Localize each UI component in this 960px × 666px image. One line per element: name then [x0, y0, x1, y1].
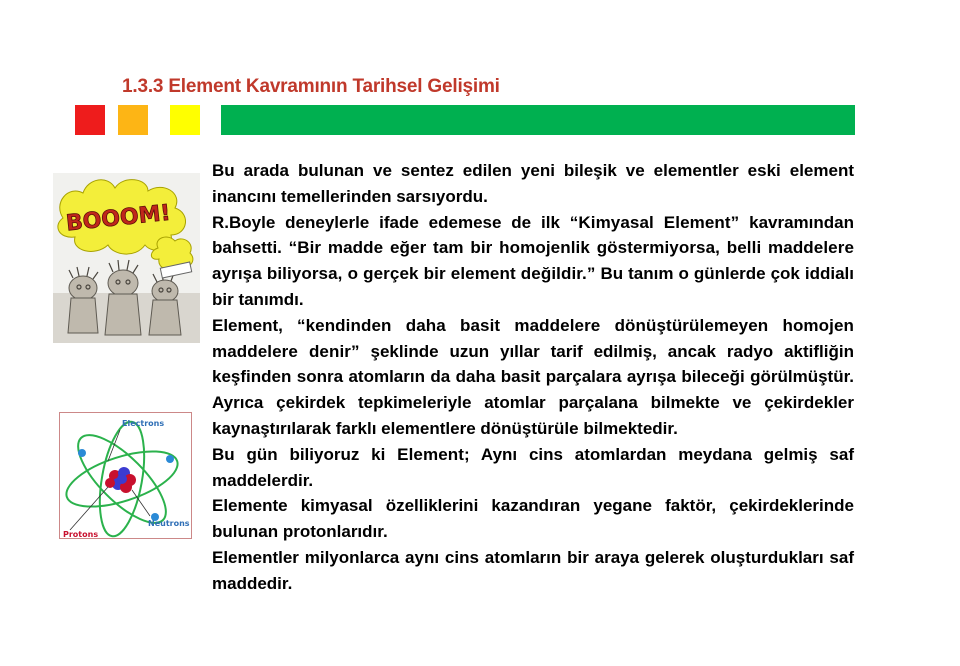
boyle-definition-quote: “Bir madde eğer tam bir homojenlik göstermiyorsa, belli maddelere ayrışa biliyorsa, o gerçek bir element değildir.”	[212, 238, 854, 284]
green-bar	[221, 105, 855, 135]
paragraph-6: Elementler milyonlarca aynı cins atomların bir araya gelerek oluşturdukları saf maddedir.	[212, 547, 854, 593]
element-term: Element;	[397, 444, 470, 464]
element-definition-quote: “kendinden daha basit maddelere dönüştürülemeyen homojen maddelere denir”	[212, 315, 854, 361]
paragraph-2	[212, 210, 854, 313]
element-intro: Element,	[212, 315, 297, 335]
paragraph-5: Elemente kimyasal özelliklerini kazandıran yegane faktör, çekirdeklerinde bulunan protonlarıdır.	[212, 496, 854, 542]
kimyasal-element-term: “Kimyasal Element”	[569, 212, 740, 232]
boyle-intro: R.Boyle deneylerle ifade edemese de ilk	[212, 212, 570, 232]
explosion-cartoon-icon	[53, 173, 200, 343]
today-intro: Bu gün biliyoruz ki	[212, 444, 398, 464]
atom-diagram-icon	[59, 412, 192, 539]
orange-square	[118, 105, 148, 135]
boyle-middle: kavramından bahsetti.	[212, 212, 854, 258]
red-square	[75, 105, 105, 135]
today-definition: Aynı cins atomlardan meydana gelmiş saf maddelerdir.	[212, 444, 854, 490]
cartoon-text: BOOOM!	[64, 200, 172, 237]
paragraph-1: Bu arada bulunan ve sentez edilen yeni bileşik ve elementler eski element inancını temellerinden sarsıyordu.	[212, 161, 854, 206]
paragraph-4	[212, 442, 854, 494]
paragraph-3	[212, 313, 854, 442]
boyle-conclusion: Bu tanım o günlerde çok iddialı bir tanımdı.	[212, 264, 854, 309]
element-explanation: şeklinde uzun yıllar tarif edilmiş, ancak radyo aktifliğin keşfinden sonra atomların da daha basit parçalara ayrışa bileceği görülmüştür. Ayrıca çekirdek tepkimeleriyle atomlar parçalana bilmekte ve çekirdekler kaynaştırılarak farklı elementlere dönüştürüle bilmektedir.	[212, 341, 854, 438]
main-text	[212, 158, 854, 597]
neutrons-label: Neutrons	[148, 519, 190, 528]
protons-label: Protons	[63, 530, 99, 538]
page-title: 1.3.3 Element Kavramının Tarihsel Gelişimi	[122, 76, 500, 97]
yellow-square	[170, 105, 200, 135]
electrons-label: Electrons	[122, 419, 165, 428]
